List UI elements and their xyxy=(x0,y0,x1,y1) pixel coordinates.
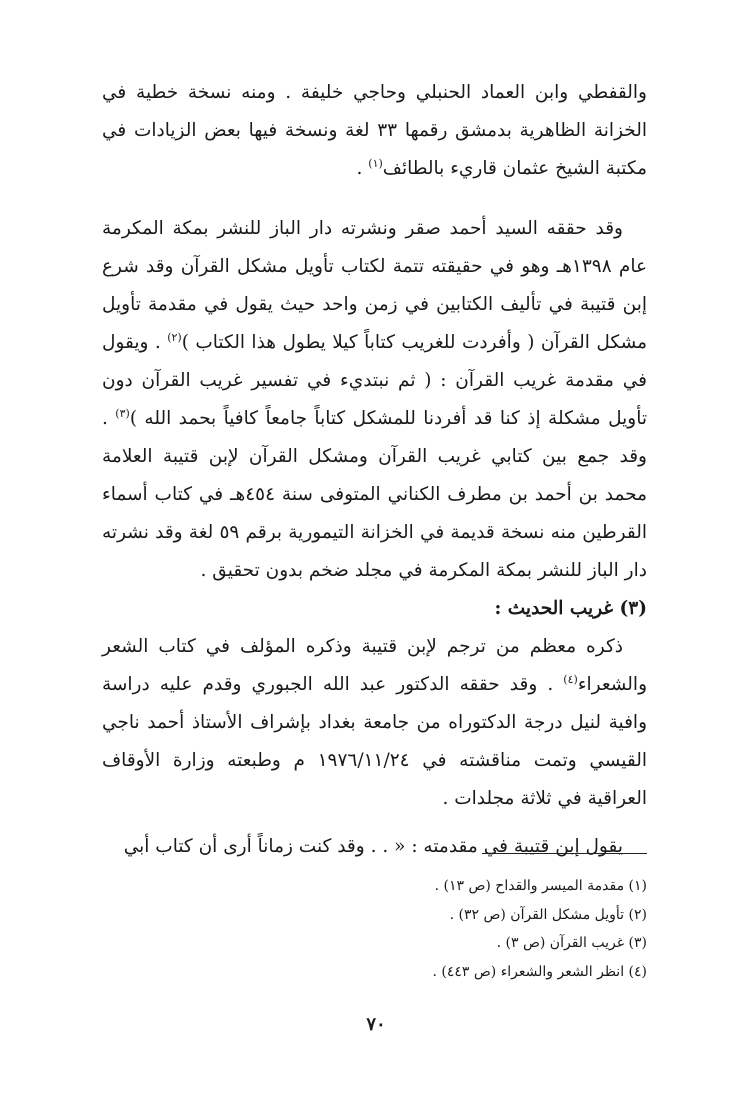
footnote-ref-1: (١) xyxy=(368,156,383,170)
paragraph-2-text-b: . ويقول في مقدمة غريب القرآن : ( ثم نبتديء في تفسير غريب القرآن دون تأويل مشكلة إذ كنا قد أفردنا للمشكل كتاباً جامعاً كافياً بحمد الله ) xyxy=(102,332,647,429)
footnotes-list xyxy=(102,872,647,986)
paragraph-2-text-c: . وقد جمع بين كتابي غريب القرآن ومشكل القرآن لإبن قتيبة العلامة محمد بن أحمد بن مطرف الكناني المتوفى سنة ٤٥٤هـ في كتاب أسماء القرطين منه نسخة قديمة في الخزانة التيمورية برقم ٥٩ لغة وقد نشرته دار الباز للنشر بمكة المكرمة في مجلد ضخم بدون تحقيق . xyxy=(102,408,647,581)
section-heading: (٣) غريب الحديث : xyxy=(494,598,647,619)
paragraph-1-text: والقفطي وابن العماد الحنبلي وحاجي خليفة . ومنه نسخة خطية في الخزانة الظاهرية بدمشق رقمها ٣٣ لغة ونسخة فيها بعض الزيادات في مكتبة الشيخ عثمان قاريء بالطائف xyxy=(102,82,647,179)
footnote-divider xyxy=(482,853,647,854)
footnote-ref-2: (٢) xyxy=(167,330,182,344)
paragraph-1 xyxy=(102,74,647,188)
main-text xyxy=(102,74,647,866)
paragraph-3-text-a: ذكره معظم من ترجم لإبن قتيبة وذكره المؤلف في كتاب الشعر والشعراء xyxy=(102,636,647,695)
paragraph-3-text-b: . وقد حققه الدكتور عبد الله الجبوري وقدم عليه دراسة وافية لنيل درجة الدكتوراه من جامعة بغداد بإشراف الأستاذ أحمد ناجي القيسي وتمت مناقشته في ١٩٧٦/١١/٢٤ م وطبعته وزارة الأوقاف العراقية في ثلاثة مجلدات . xyxy=(102,674,647,809)
page-number: ٧٠ xyxy=(366,1014,386,1035)
footnote-ref-3: (٣) xyxy=(115,406,130,420)
footnote-3: (٣) غريب القرآن (ص ٣) . xyxy=(496,935,647,951)
footnote-ref-4: (٤) xyxy=(563,672,578,686)
footnote-4: (٤) انظر الشعر والشعراء (ص ٤٤٣) . xyxy=(432,963,647,980)
paragraph-2 xyxy=(102,210,647,590)
footnote-1: (١) مقدمة الميسر والقداح (ص ١٣) . xyxy=(434,878,647,894)
footnote-2: (٢) تأويل مشكل القرآن (ص ٣٢) . xyxy=(449,906,647,923)
paragraph-3 xyxy=(102,628,647,818)
paragraph-2-text-a: وقد حققه السيد أحمد صقر ونشرته دار الباز للنشر بمكة المكرمة عام ١٣٩٨هـ وهو في حقيقته تتمة لكتاب تأويل مشكل القرآن وقد شرع إبن قتيبة في تأليف الكتابين في زمن واحد حيث يقول في مقدمة تأويل مشكل القرآن ( وأفردت للغريب كتاباً كيلا يطول هذا الكتاب ) xyxy=(102,218,648,353)
paragraph-4: يقول إبن قتيبة في مقدمته : « . . وقد كنت زماناً أرى أن كتاب أبي xyxy=(123,836,623,857)
paragraph-1-end: . xyxy=(356,158,369,179)
